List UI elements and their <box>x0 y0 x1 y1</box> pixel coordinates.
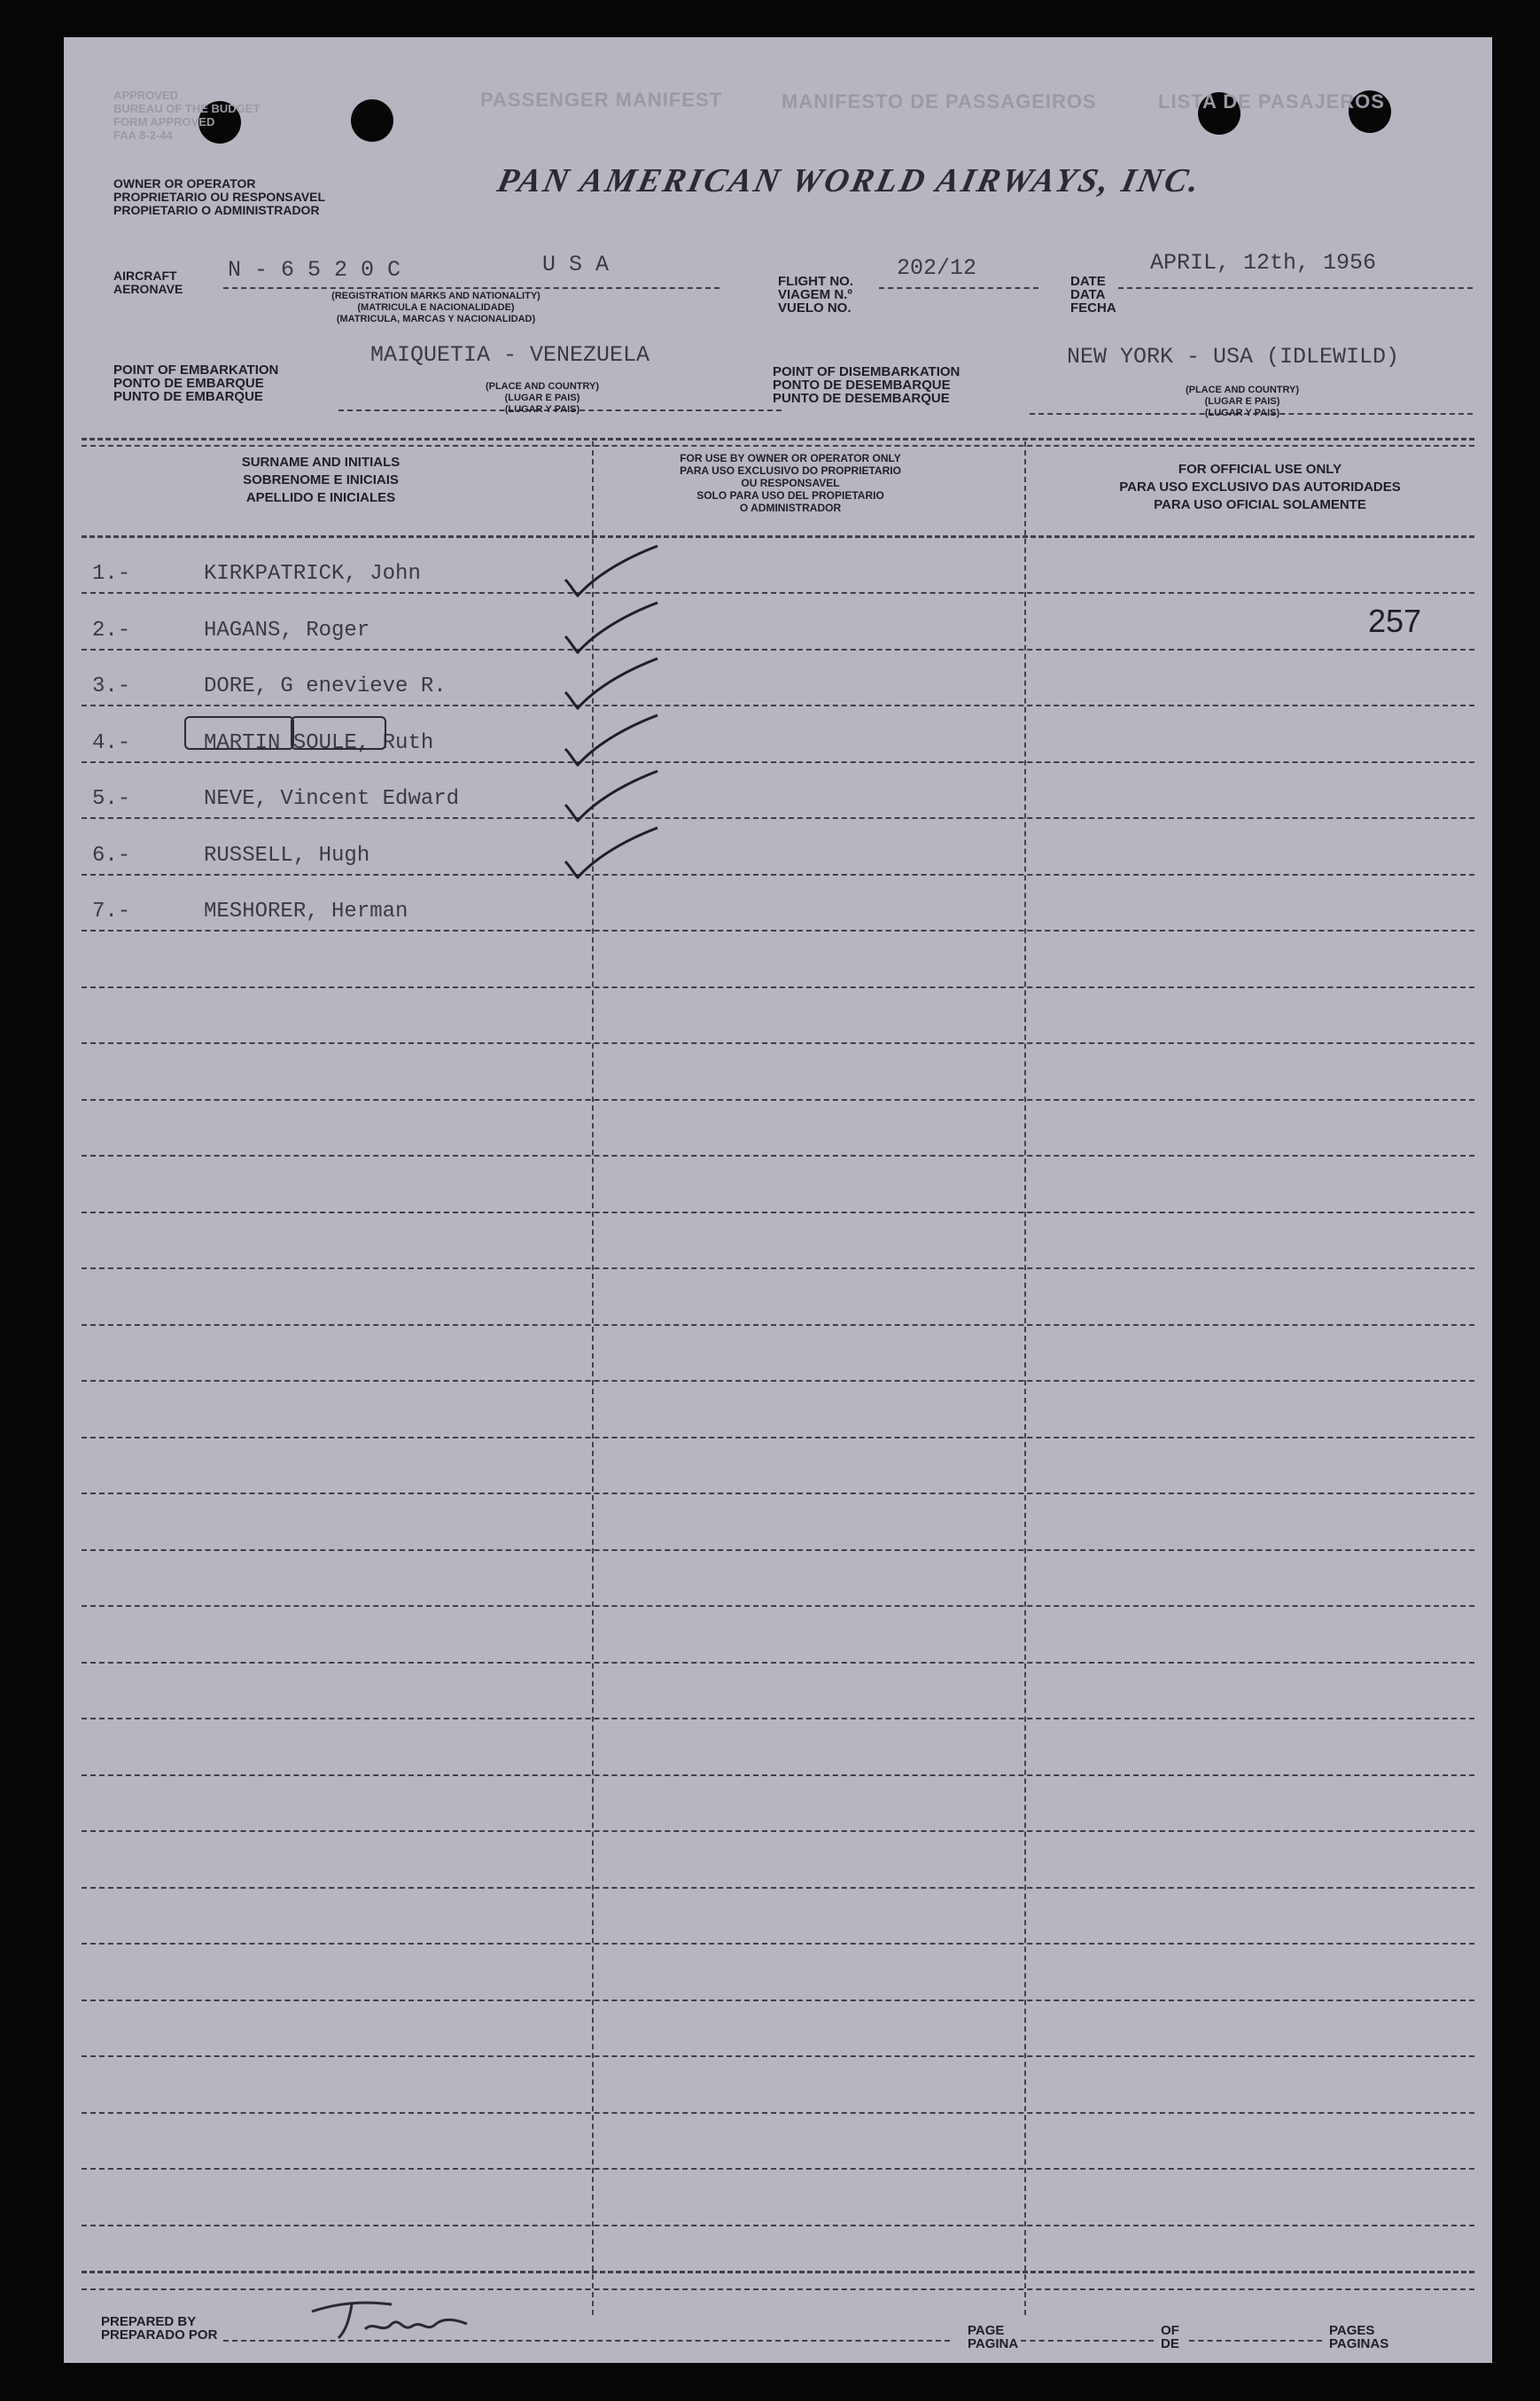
ruled-line <box>82 1267 1474 1269</box>
passenger-name: NEVE, Vincent Edward <box>204 787 460 811</box>
title-portuguese: MANIFESTO DE PASSAGEIROS <box>782 90 1097 113</box>
punch-hole <box>351 99 393 142</box>
ruled-line <box>82 930 1474 932</box>
manifest-sheet <box>64 37 1492 2363</box>
column-header-names: SURNAME AND INITIALS SOBRENOME E INICIAIS APELLIDO E INICIALES <box>241 455 401 505</box>
ruled-line <box>82 1437 1474 1438</box>
ruled-line <box>82 986 1474 988</box>
passenger-row <box>64 844 1492 870</box>
title-english: PASSENGER MANIFEST <box>480 89 723 111</box>
passenger-number: 1.- <box>92 562 131 586</box>
embark-label: POINT OF EMBARKATION PONTO DE EMBARQUE PUNTO DE EMBARQUE <box>113 362 279 404</box>
ruled-line <box>82 1493 1474 1494</box>
date-label: DATE DATA FECHA <box>1070 274 1116 316</box>
passenger-row <box>64 562 1492 589</box>
aircraft-nationality: U S A <box>542 252 610 277</box>
ruled-line <box>82 1549 1474 1551</box>
ruled-line <box>82 1718 1474 1719</box>
ruled-line <box>82 2055 1474 2057</box>
title-spanish: LISTA DE PASAJEROS <box>1158 90 1385 113</box>
ruled-line <box>82 1662 1474 1664</box>
disembark-place-caption: (PLACE AND COUNTRY) (LUGAR E PAIS) (LUGAR Y PAIS) <box>1185 385 1300 418</box>
passenger-row <box>64 619 1492 645</box>
passenger-name: KIRKPATRICK, John <box>204 562 421 586</box>
ruled-line <box>82 1887 1474 1889</box>
column-divider <box>1024 441 1026 2315</box>
pages-label: PAGES PAGINAS <box>1329 2323 1389 2351</box>
martin-box <box>184 716 294 750</box>
check-mark-icon <box>558 768 665 830</box>
disembark-label: POINT OF DISEMBARKATION PONTO DE DESEMBARQUE PUNTO DE DESEMBARQUE <box>773 364 961 406</box>
passenger-name: MARTIN SOULE, Ruth <box>204 730 434 755</box>
company-name: PAN AMERICAN WORLD AIRWAYS, INC. <box>494 162 1206 199</box>
check-mark-icon <box>558 655 665 717</box>
ruled-line <box>82 2112 1474 2114</box>
passenger-number: 2.- <box>92 618 131 643</box>
approval-block: APPROVED BUREAU OF THE BUDGET FORM APPROVED FAA 8-2-44 <box>113 89 261 142</box>
embark-point: MAIQUETIA - VENEZUELA <box>370 342 650 368</box>
ruled-line <box>82 592 1474 594</box>
ruled-line <box>82 817 1474 819</box>
ruled-line <box>82 649 1474 651</box>
passenger-number: 7.- <box>92 900 131 924</box>
ruled-line <box>82 1380 1474 1382</box>
page-label: PAGE PAGINA <box>968 2323 1019 2351</box>
registration-caption: (REGISTRATION MARKS AND NATIONALITY) (MATRICULA E NACIONALIDADE) (MATRICULA, MARCAS Y NACIONALIDAD) <box>331 291 541 324</box>
disembark-point: NEW YORK - USA (IDLEWILD) <box>1067 344 1400 370</box>
soule-box <box>291 716 386 750</box>
prepared-by-signature <box>303 2294 480 2347</box>
passenger-name: MESHORER, Herman <box>204 900 408 924</box>
official-annotation: 257 <box>1368 603 1422 639</box>
passenger-number: 3.- <box>92 674 131 698</box>
aircraft-registration: N - 6 5 2 0 C <box>228 257 401 283</box>
flight-date: APRIL, 12th, 1956 <box>1150 250 1377 276</box>
passenger-name: RUSSELL, Hugh <box>204 843 370 868</box>
ruled-line <box>82 1324 1474 1326</box>
ruled-line <box>82 705 1474 706</box>
ruled-line <box>82 1830 1474 1832</box>
ruled-line <box>82 1155 1474 1157</box>
passenger-number: 6.- <box>92 843 131 868</box>
check-mark-icon <box>558 824 665 886</box>
embark-place-caption: (PLACE AND COUNTRY) (LUGAR E PAIS) (LUGAR Y PAIS) <box>485 381 600 415</box>
passenger-number: 4.- <box>92 730 131 755</box>
ruled-line <box>82 1774 1474 1776</box>
ruled-line <box>82 1943 1474 1945</box>
aircraft-label: AIRCRAFT AERONAVE <box>113 269 183 296</box>
of-label: OF DE <box>1161 2323 1179 2351</box>
passenger-row <box>64 787 1492 814</box>
passenger-number: 5.- <box>92 787 131 811</box>
ruled-line <box>82 2168 1474 2170</box>
ruled-line <box>82 874 1474 876</box>
flight-label: FLIGHT NO. VIAGEM N.º VUELO NO. <box>778 274 853 316</box>
ruled-line <box>82 1605 1474 1607</box>
flight-number: 202/12 <box>897 255 977 281</box>
ruled-line <box>82 761 1474 763</box>
passenger-row <box>64 900 1492 926</box>
ruled-line <box>82 1212 1474 1213</box>
check-mark-icon <box>558 599 665 661</box>
ruled-line <box>82 1099 1474 1101</box>
check-mark-icon <box>558 712 665 774</box>
passenger-row <box>64 674 1492 701</box>
passenger-name: DORE, G enevieve R. <box>204 674 447 698</box>
ruled-line <box>82 2225 1474 2226</box>
ruled-line <box>82 1042 1474 1044</box>
passenger-name: HAGANS, Roger <box>204 618 370 643</box>
prepared-by-label: PREPARED BY PREPARADO POR <box>101 2314 218 2343</box>
check-mark-icon <box>558 542 665 604</box>
ruled-line <box>82 2000 1474 2001</box>
column-header-owner-use: FOR USE BY OWNER OR OPERATOR ONLY PARA USO EXCLUSIVO DO PROPRIETARIO OU RESPONSAVEL SOLO PARA USO DEL PROPIETARIO O ADMINISTRADOR <box>680 452 901 514</box>
owner-label: OWNER OR OPERATOR PROPRIETARIO OU RESPONSAVEL PROPIETARIO O ADMINISTRADOR <box>113 176 326 217</box>
column-header-official-use: FOR OFFICIAL USE ONLY PARA USO EXCLUSIVO DAS AUTORIDADES PARA USO OFICIAL SOLAMENTE <box>1119 462 1401 512</box>
